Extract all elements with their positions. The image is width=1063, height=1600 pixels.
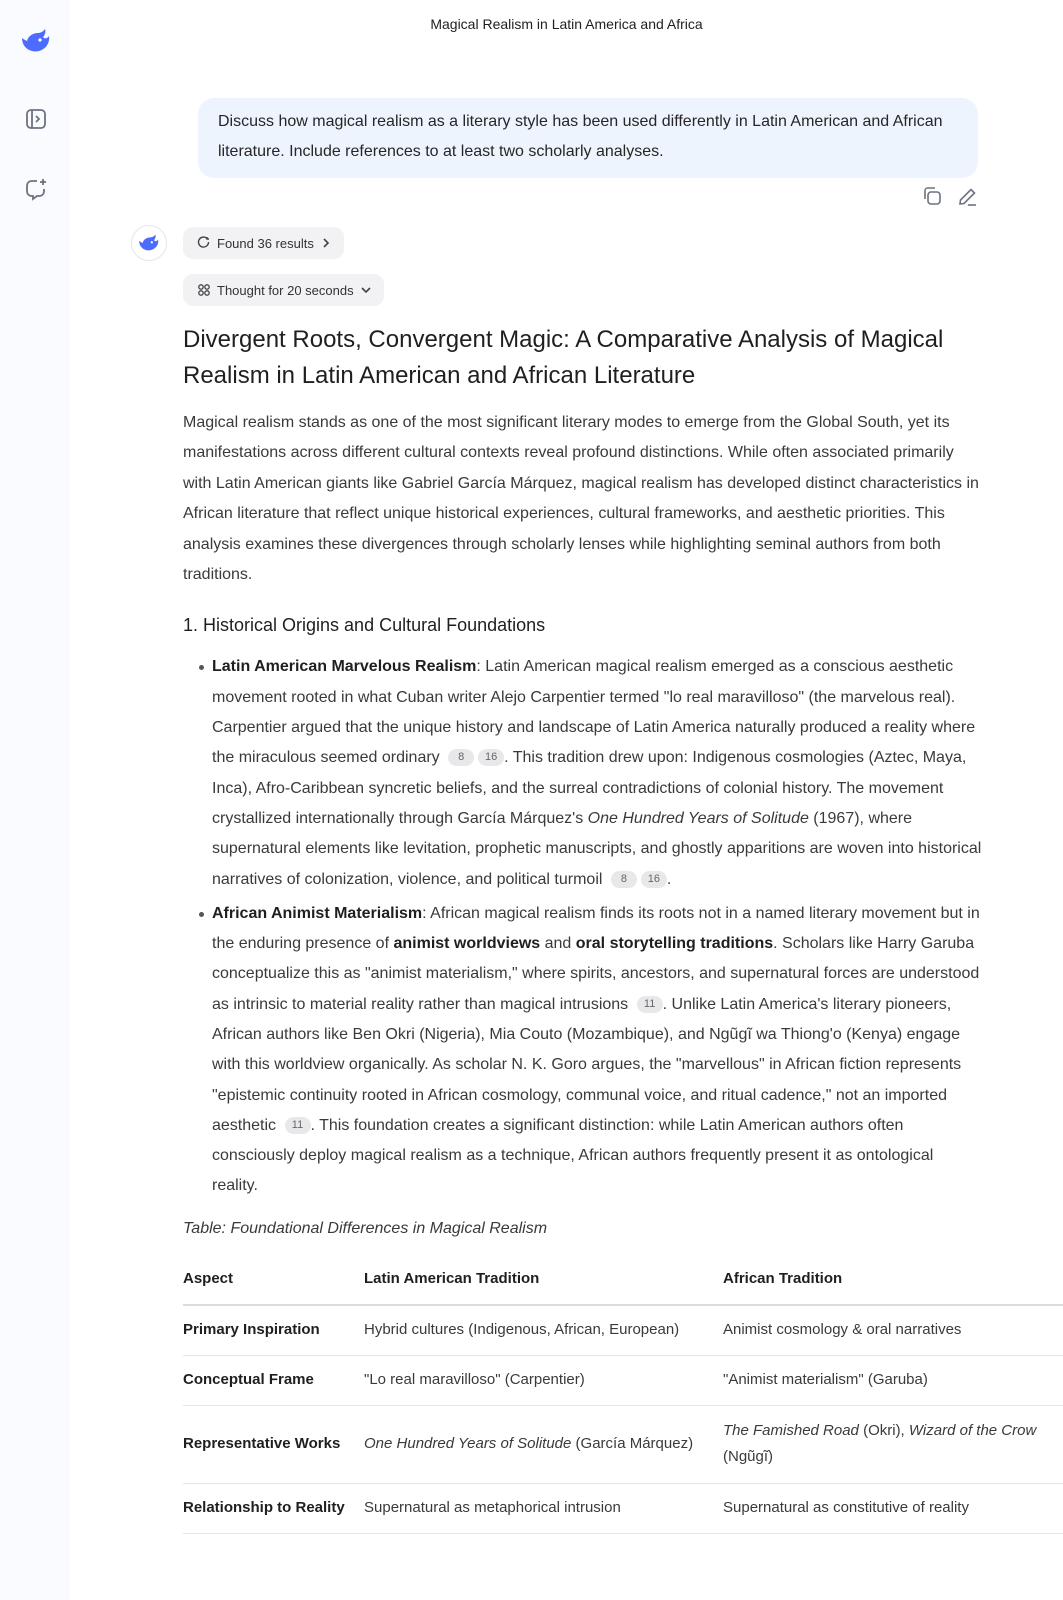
text: : African magical realism finds its roots not in a named literary movement but in the enduring presence of — [212, 904, 980, 953]
book-title: Wizard of the Crow — [908, 1422, 1037, 1440]
thought-label: Thought for 20 seconds — [217, 282, 354, 298]
text: . — [666, 870, 672, 888]
section-heading: 1. Historical Origins and Cultural Foundations — [183, 615, 546, 636]
citation-badge[interactable]: 8 — [611, 871, 637, 888]
table-cell: Supernatural as constitutive of reality — [723, 1483, 1063, 1533]
text: (García Márquez) — [571, 1435, 694, 1453]
comparison-table-scroll[interactable] — [183, 1268, 1037, 1534]
sidebar — [0, 0, 70, 1600]
edit-icon[interactable] — [956, 184, 980, 208]
table-cell — [364, 1405, 723, 1483]
table-row — [183, 1405, 1063, 1483]
table-cell: Conceptual Frame — [183, 1355, 364, 1405]
bullet-list — [183, 652, 983, 1201]
table-row — [183, 1355, 1063, 1405]
text: . This foundation creates a significant distinction: while Latin American authors often consciously deploy magical realism as a technique, African authors frequently present it as ontological reality. — [212, 1116, 934, 1195]
text: (Ngũgĩ) — [723, 1448, 774, 1466]
citation-badge[interactable]: 8 — [448, 749, 474, 766]
citation-badge[interactable]: 16 — [478, 749, 504, 766]
assistant-response — [183, 322, 1037, 1534]
table-cell: Animist cosmology & oral narratives — [723, 1305, 1063, 1356]
chevron-right-icon — [320, 237, 332, 249]
bullet-heading: Latin American Marvelous Realism — [212, 658, 477, 676]
column-header: Aspect — [183, 1268, 364, 1305]
bold-term: animist worldviews — [393, 935, 541, 953]
assistant-avatar — [131, 225, 167, 261]
conversation-title: Magical Realism in Latin America and Africa — [430, 16, 703, 32]
intro-paragraph: Magical realism stands as one of the most significant literary modes to emerge from the Global South, yet its manifestations across different cultural contexts reveal profound distinctions. While often associated primarily with Latin American giants like Gabriel García Márquez, magical realism has developed distinct characteristics in African literature that reflect unique historical experiences, cultural frameworks, and aesthetic priorities. This analysis examines these divergences through scholarly lenses while highlighting seminal authors from both traditions. — [183, 414, 979, 584]
thought-chip[interactable] — [183, 274, 384, 306]
search-icon — [197, 236, 211, 250]
user-message: Discuss how magical realism as a literary style has been used differently in Latin American and African literature. Include references to at least two scholarly analyses. — [198, 98, 978, 178]
search-results-label: Found 36 results — [217, 235, 314, 251]
bold-term: oral storytelling traditions — [575, 935, 774, 953]
text: and — [540, 935, 576, 953]
table-cell: Primary Inspiration — [183, 1305, 364, 1356]
text: . Scholars like Harry Garuba conceptualize this as "animist materialism," where spirits, ancestors, and supernatural forces are understood as intrinsic to material reality rather than magical intrusions — [212, 935, 980, 1013]
whale-avatar-icon — [137, 232, 161, 254]
table-cell: Representative Works — [183, 1405, 364, 1483]
comparison-table — [183, 1268, 1063, 1534]
text: . Unlike Latin America's literary pioneers, African authors like Ben Okri (Nigeria), Mia Couto (Mozambique), and Ngũgĩ wa Thiong'o (Kenya) engage with this worldview organically. As scholar N. K. Goro argues, the "marvellous" in African fiction represents "epistemic continuity rooted in African cosmology, communal voice, and ritual cadence," not an imported aesthetic — [212, 995, 962, 1134]
table-row — [183, 1483, 1063, 1533]
text: : Latin American magical realism emerged as a conscious aesthetic movement rooted in what Cuban writer Alejo Carpentier termed "lo real maravilloso" (the marvelous real). Carpentier argued that the unique history and landscape of Latin America naturally produced a reality where the miraculous seemed ordinary — [212, 658, 976, 767]
sidebar-toggle-icon[interactable] — [19, 102, 53, 136]
chevron-down-icon — [360, 284, 372, 296]
table-row — [183, 1305, 1063, 1356]
text: (Okri), — [858, 1422, 909, 1440]
book-title: One Hundred Years of Solitude — [587, 809, 809, 827]
book-title: The Famished Road — [723, 1422, 859, 1440]
table-cell: Hybrid cultures (Indigenous, African, European) — [364, 1305, 723, 1356]
search-results-chip[interactable] — [183, 227, 344, 259]
copy-icon[interactable] — [920, 184, 944, 208]
book-title: One Hundred Years of Solitude — [364, 1435, 572, 1453]
response-title: Divergent Roots, Convergent Magic: A Comparative Analysis of Magical Realism in Latin American and African Literature — [183, 326, 944, 389]
citation-badge[interactable]: 16 — [641, 871, 667, 888]
table-caption: Table: Foundational Differences in Magical Realism — [183, 1219, 548, 1237]
table-cell: Supernatural as metaphorical intrusion — [364, 1483, 723, 1533]
text: (1967), where supernatural elements like levitation, prophetic manuscripts, and ghostly apparitions are woven into historical narratives of colonization, violence, and political turmoil — [212, 809, 982, 888]
thinking-icon — [197, 283, 211, 297]
bullet-heading: African Animist Materialism — [212, 904, 423, 922]
table-cell: Relationship to Reality — [183, 1483, 364, 1533]
whale-logo-icon[interactable] — [19, 24, 53, 58]
table-cell — [723, 1405, 1063, 1483]
list-item — [212, 652, 983, 894]
table-cell: "Animist materialism" (Garuba) — [723, 1355, 1063, 1405]
new-chat-icon[interactable] — [19, 172, 53, 206]
citation-badge[interactable]: 11 — [637, 996, 663, 1013]
column-header: Latin American Tradition — [364, 1268, 723, 1305]
column-header: African Tradition — [723, 1268, 1063, 1305]
citation-badge[interactable]: 11 — [285, 1117, 311, 1134]
table-cell: "Lo real maravilloso" (Carpentier) — [364, 1355, 723, 1405]
list-item — [212, 899, 983, 1202]
text: . This tradition drew upon: Indigenous cosmologies (Aztec, Maya, Inca), Afro-Caribbean syncretic beliefs, and the surreal contradictions of colonial history. The movement crystallized internationally through García Márquez's — [212, 749, 967, 827]
